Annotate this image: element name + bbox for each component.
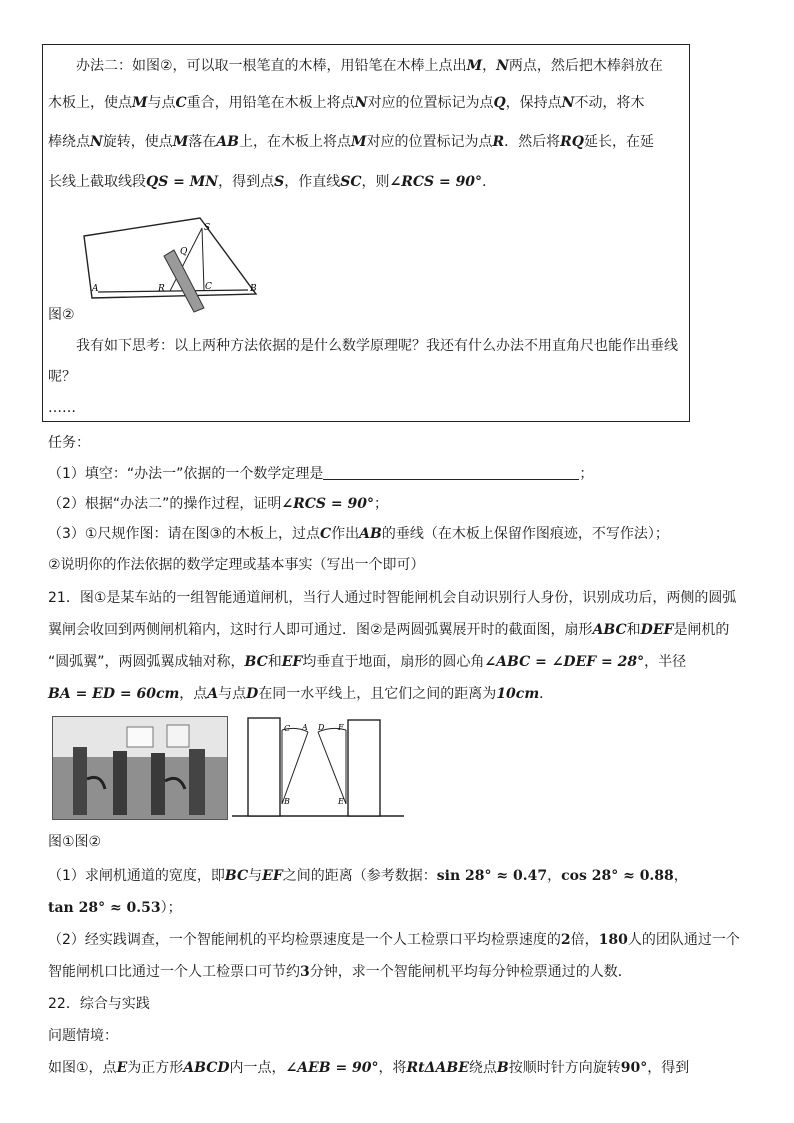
text: ． xyxy=(482,174,497,190)
var-ABCD: ABCD xyxy=(183,1060,230,1076)
var-EF: EF xyxy=(262,868,283,884)
q21-line-1: 21．图①是某车站的一组智能通道闸机，当行人通过时智能闸机会自动识别行人身份，识别成功后，两侧的圆弧 xyxy=(48,590,737,606)
text: 智能闸机口比通过一个人工检票口可节约 xyxy=(48,964,300,980)
text: （3）①尺规作图：请在图③的木板上，过点 xyxy=(48,526,321,542)
text: （1）填空：“办法一”依据的一个数学定理是 xyxy=(48,466,324,482)
text: ，则 xyxy=(361,174,390,190)
var-N: N xyxy=(90,134,103,150)
answer-blank[interactable] xyxy=(323,465,579,480)
text: “圆弧翼”，两圆弧翼成轴对称， xyxy=(48,654,245,670)
text: ）； xyxy=(160,900,182,916)
text: ，将 xyxy=(378,1060,407,1076)
var-M: M xyxy=(172,134,189,150)
cos-value: cos 28° ≈ 0.88 xyxy=(561,868,674,884)
var-M: M xyxy=(351,134,367,150)
text: （1）求闸机通道的宽度，即 xyxy=(48,868,225,884)
gate-photo-drawing xyxy=(53,717,228,820)
label-S: S xyxy=(204,223,211,233)
method2-line-4 xyxy=(48,172,496,192)
q21-part-1 xyxy=(48,866,688,886)
gate-photo xyxy=(52,716,228,820)
var-N: N xyxy=(354,95,368,111)
var-C: C xyxy=(175,95,187,111)
text: ； xyxy=(374,496,389,512)
wooden-stick xyxy=(164,250,204,312)
q22-subtitle: 问题情境： xyxy=(48,1028,118,1044)
minutes-value: 3 xyxy=(300,964,310,980)
text: 在同一水平线上，且它们之间的距离为 xyxy=(258,686,497,702)
text: 的垂线（在木板上保留作图痕迹，不写作法）； xyxy=(381,526,669,542)
radius-eq: BA = ED = 60cm xyxy=(48,686,180,702)
q21-part-2 xyxy=(48,930,740,950)
text: 和 xyxy=(267,654,282,670)
text: 翼闸会收回到两侧闸机箱内，这时行人即可通过．图②是两圆弧翼展开时的截面图，扇形 xyxy=(48,622,593,638)
var-N: N xyxy=(561,95,575,111)
line-SC xyxy=(202,228,204,290)
label-C: C xyxy=(284,724,291,733)
angle-RCS: ∠RCS = 90° xyxy=(281,496,375,512)
text: 分钟，求一个智能闸机平均每分钟检票通过的人数． xyxy=(309,964,632,980)
text: ，得到 xyxy=(647,1060,690,1076)
text: 对应的位置标记为点 xyxy=(366,134,493,150)
var-A: A xyxy=(207,686,219,702)
angle-AEB: ∠AEB = 90° xyxy=(285,1060,379,1076)
var-M: M xyxy=(466,58,483,74)
text: 按顺时针方向旋转 xyxy=(508,1060,621,1076)
eq-QS-MN: QS = MN xyxy=(146,174,219,190)
var-Q: Q xyxy=(493,95,506,111)
var-N: N xyxy=(496,58,509,74)
angle-RCS: ∠RCS = 90° xyxy=(389,174,483,190)
var-SC: SC xyxy=(340,174,362,190)
var-BC: BC xyxy=(244,654,268,670)
text: 重合，用铅笔在木板上将点 xyxy=(186,95,355,111)
task-3-2: ②说明你的作法依据的数学定理或基本事实（写出一个即可） xyxy=(48,557,425,573)
text: （2）经实践调查，一个智能闸机的平均检票速度是一个人工检票口平均检票速度的 xyxy=(48,932,561,948)
var-D: D xyxy=(246,686,259,702)
label-B: B xyxy=(284,797,290,806)
var-R: R xyxy=(492,134,505,150)
text: 棒绕点 xyxy=(48,134,90,150)
text: ，半径 xyxy=(644,654,687,670)
text: ，保持点 xyxy=(505,95,562,111)
text: 人的团队通过一个 xyxy=(627,932,740,948)
text: 与点 xyxy=(147,95,176,111)
tasks-title: 任务： xyxy=(48,435,90,451)
text: ， xyxy=(482,58,497,74)
q21-line-3 xyxy=(48,652,686,672)
method2-line-1 xyxy=(76,56,663,76)
var-DEF: DEF xyxy=(640,622,674,638)
text: 倍， xyxy=(570,932,599,948)
text: ； xyxy=(579,466,594,482)
q21-line-2 xyxy=(48,620,729,640)
distance-value: 10cm xyxy=(496,686,540,702)
text: 如图①，点 xyxy=(48,1060,117,1076)
gate-pillar xyxy=(113,751,127,815)
var-M: M xyxy=(132,95,148,111)
var-AB: AB xyxy=(359,526,382,542)
photo-window xyxy=(167,725,189,747)
q21-part-2-cont xyxy=(48,962,632,982)
task-3 xyxy=(48,524,669,544)
sin-value: sin 28° ≈ 0.47 xyxy=(436,868,548,884)
text: 旋转，使点 xyxy=(102,134,173,150)
text: 木板上，使点 xyxy=(48,95,132,111)
figure-2-diagram xyxy=(80,212,270,316)
label-A: A xyxy=(302,723,308,732)
text: 上，在木板上将点 xyxy=(239,134,351,150)
var-E: E xyxy=(116,1060,128,1076)
gate-pillar xyxy=(189,749,205,815)
q22-line-1 xyxy=(48,1058,689,1078)
q21-figure-caption: 图①图② xyxy=(48,834,102,850)
line-BA xyxy=(282,732,308,804)
text: 与 xyxy=(248,868,263,884)
label-C: C xyxy=(205,282,212,292)
text: ， xyxy=(673,868,688,884)
thinking-line-3: …… xyxy=(48,400,76,416)
line-ED xyxy=(318,732,346,804)
text: （2）根据“办法二”的操作过程，证明 xyxy=(48,496,282,512)
gate-box-right xyxy=(348,720,380,816)
gate-box-left xyxy=(248,718,280,816)
text: 均垂直于地面，扇形的圆心角 xyxy=(302,654,485,670)
var-ABC: ABC xyxy=(592,622,627,638)
gate-pillar xyxy=(73,747,87,815)
text: 两点，然后把木棒斜放在 xyxy=(508,58,663,74)
triangle-ABE: RtΔABE xyxy=(406,1060,469,1076)
text: 延长，在延 xyxy=(583,134,654,150)
thinking-line-1: 我有如下思考：以上两种方法依据的是什么数学原理呢？我还有什么办法不用直角尺也能作出垂线 xyxy=(76,338,678,354)
thinking-line-2: 呢？ xyxy=(48,369,76,385)
gate-cross-section xyxy=(232,716,404,820)
text: ， xyxy=(547,868,562,884)
gate-pillar xyxy=(151,753,165,815)
text: ，作直线 xyxy=(284,174,341,190)
q21-line-4 xyxy=(48,684,553,704)
text: ．然后将 xyxy=(504,134,561,150)
text: 对应的位置标记为点 xyxy=(367,95,494,111)
label-F: F xyxy=(338,723,344,732)
text: 与点 xyxy=(218,686,247,702)
label-E: E xyxy=(338,797,344,806)
var-S: S xyxy=(274,174,285,190)
text: 不动，将木 xyxy=(574,95,645,111)
text: 是闸机的 xyxy=(673,622,730,638)
line-AB xyxy=(98,290,248,292)
method2-line-3 xyxy=(48,132,654,152)
var-EF: EF xyxy=(281,654,303,670)
text: 落在 xyxy=(188,134,217,150)
label-Q: Q xyxy=(180,247,188,257)
var-AB: AB xyxy=(216,134,239,150)
angle-ABC-DEF: ∠ABC = ∠DEF = 28° xyxy=(484,654,645,670)
text: 绕点 xyxy=(468,1060,497,1076)
label-D: D xyxy=(318,723,325,732)
var-B: B xyxy=(496,1060,509,1076)
q22-title: 22．综合与实践 xyxy=(48,996,150,1012)
text: ，得到点 xyxy=(218,174,275,190)
ratio-value: 2 xyxy=(560,932,571,948)
text: ，点 xyxy=(179,686,208,702)
text: 和 xyxy=(626,622,641,638)
text: 作出 xyxy=(331,526,360,542)
label-B: B xyxy=(250,284,257,294)
label-R: R xyxy=(158,284,165,294)
text: 办法二：如图②，可以取一根笔直的木棒，用铅笔在木棒上点出 xyxy=(76,58,467,74)
figure-2-caption: 图② xyxy=(48,307,75,323)
q21-part-1-cont xyxy=(48,898,182,918)
var-RQ: RQ xyxy=(560,134,584,150)
text: 之间的距离（参考数据： xyxy=(282,868,437,884)
text: 为正方形 xyxy=(127,1060,184,1076)
people-count: 180 xyxy=(598,932,628,948)
var-BC: BC xyxy=(224,868,249,884)
method2-line-2 xyxy=(48,93,644,113)
text: ． xyxy=(539,686,554,702)
label-A: A xyxy=(92,284,99,294)
text: 长线上截取线段 xyxy=(48,174,146,190)
rotation-angle: 90° xyxy=(620,1060,648,1076)
var-C: C xyxy=(320,526,332,542)
task-2 xyxy=(48,494,388,514)
task-1 xyxy=(48,464,593,484)
text: 内一点， xyxy=(229,1060,286,1076)
tan-value: tan 28° ≈ 0.53 xyxy=(48,900,161,916)
photo-window xyxy=(127,727,153,747)
